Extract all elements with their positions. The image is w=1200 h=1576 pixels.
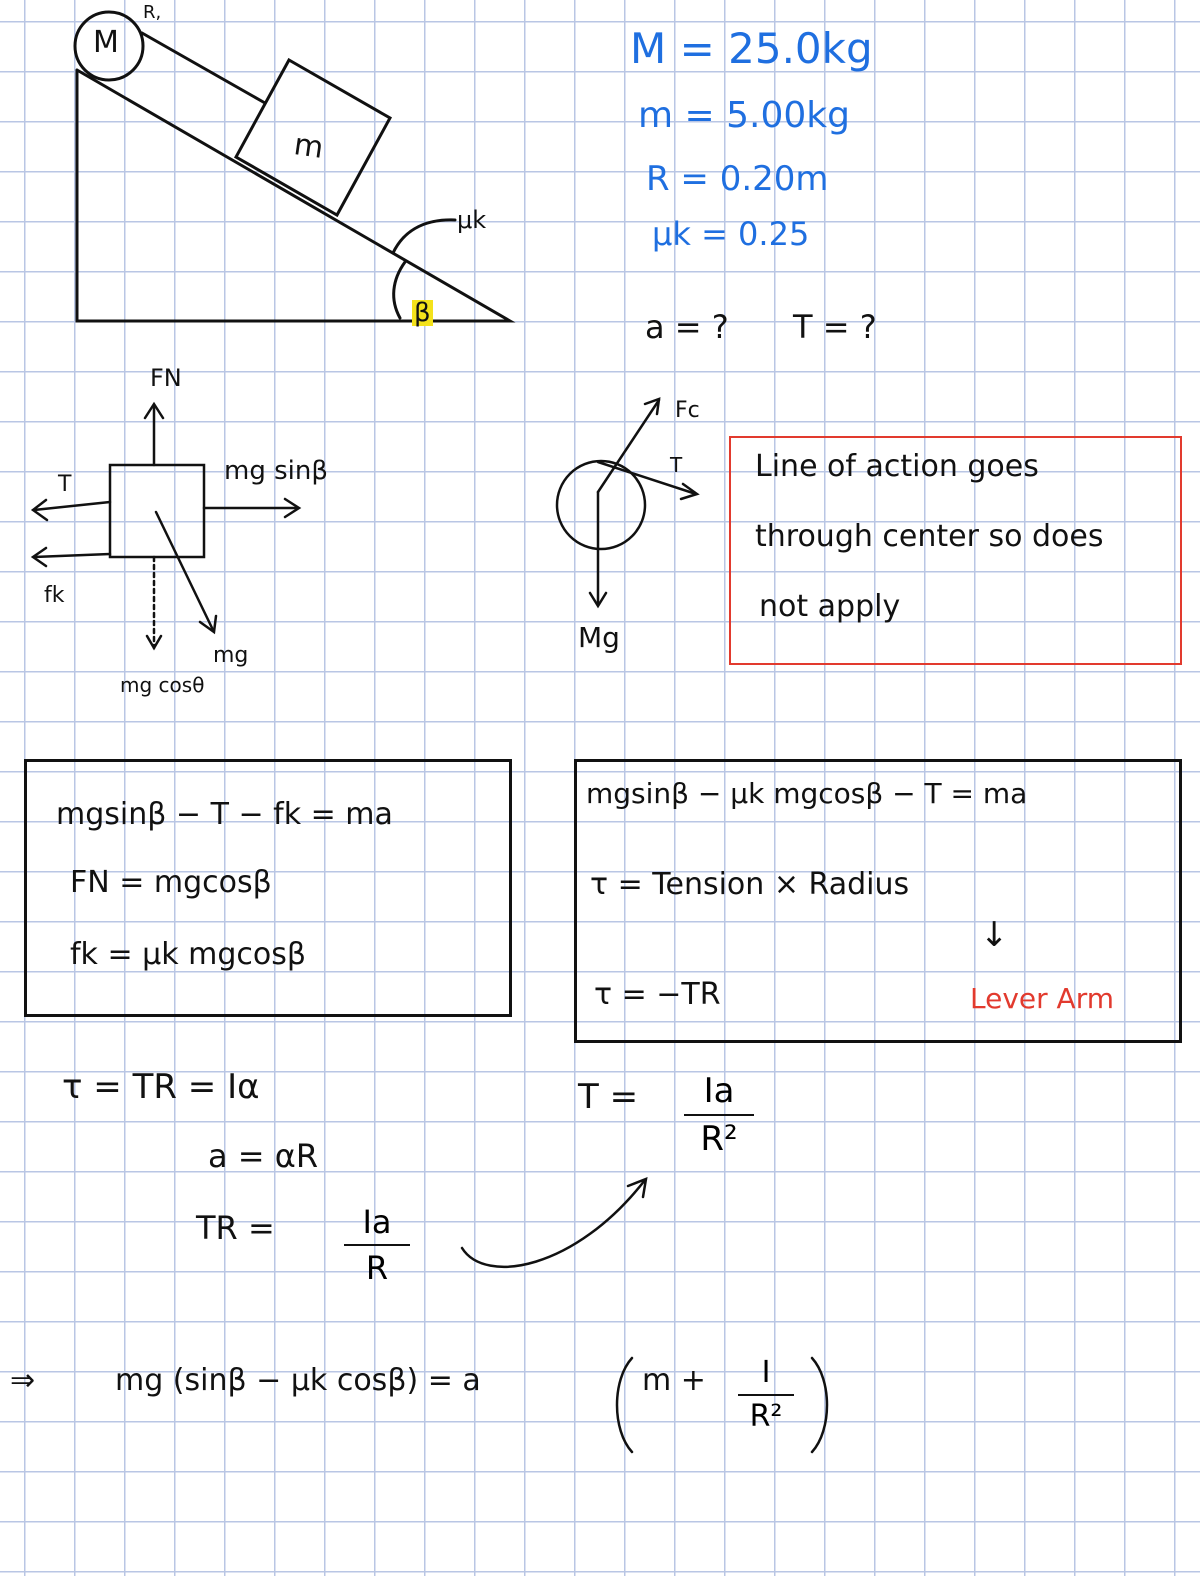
note-line-3: not apply: [759, 589, 901, 624]
unknown-a: a = ?: [645, 308, 729, 346]
tension-fraction-bar: [684, 1114, 754, 1116]
eq-rolling-accel: a = αR: [208, 1137, 319, 1175]
eq-torque-def: τ = Tension × Radius: [590, 867, 910, 902]
final-fraction-bar: [738, 1394, 794, 1396]
friction-arrow: [34, 554, 110, 557]
final-paren-inner: m +: [642, 1363, 706, 1398]
angle-arc: [394, 262, 405, 318]
eq-newton-block: mgsinβ − T − fk = ma: [56, 797, 393, 832]
fbd-weight-label: mg: [213, 643, 249, 668]
fbd-block: [110, 465, 204, 557]
eq-tension-lhs: T =: [578, 1077, 639, 1117]
fbd-tension-label: T: [58, 472, 72, 497]
pulley-label: M: [93, 25, 119, 60]
eq-kinetic-friction: fk = μk mgcosβ: [70, 937, 307, 972]
incline-diagram: [75, 12, 510, 321]
rope-line: [142, 33, 265, 103]
lever-arm-label: Lever Arm: [970, 982, 1114, 1015]
block-label: m: [291, 127, 326, 166]
pulley-contact-label: Fc: [675, 398, 700, 423]
eq-normal-force: FN = mgcosβ: [70, 865, 272, 900]
curved-arrow: [462, 1179, 646, 1267]
tr-fraction-bar: [344, 1244, 410, 1246]
block-fbd: [33, 404, 299, 648]
given-M: M = 25.0kg: [630, 24, 873, 73]
radius-label: R,: [143, 2, 162, 23]
given-mu: μk = 0.25: [652, 215, 810, 253]
pulley-tension-label: T: [670, 453, 683, 477]
note-line-2: through center so does: [755, 519, 1104, 554]
note-line-1: Line of action goes: [755, 449, 1039, 484]
fbd-friction-label: fk: [44, 583, 65, 608]
final-fraction: [738, 1355, 794, 1434]
mu-leader: [393, 220, 455, 253]
unknown-T: T = ?: [793, 308, 877, 346]
tr-denominator: R: [365, 1249, 389, 1287]
given-m: m = 5.00kg: [638, 95, 850, 136]
final-eq-lhs: mg (sinβ − μk cosβ) = a: [115, 1363, 481, 1398]
implies-arrow: ⇒: [10, 1363, 36, 1398]
eq-tr-lhs: TR =: [196, 1209, 275, 1247]
eq-torque-negative: τ = −TR: [594, 977, 721, 1012]
given-R: R = 0.20m: [646, 159, 829, 199]
tension-arrow: [34, 502, 110, 510]
pulley-fbd: [557, 399, 697, 606]
pulley-weight-label: Mg: [578, 621, 620, 654]
final-denominator: R²: [749, 1399, 783, 1434]
fbd-sin-label: mg sinβ: [224, 456, 328, 486]
fbd-normal-label: FN: [150, 364, 182, 392]
fbd-cos-label: mg cosθ: [120, 673, 205, 697]
tr-numerator: Ia: [362, 1203, 392, 1241]
incline-triangle: [77, 70, 510, 321]
down-arrow: ↓: [980, 915, 1009, 955]
tension-denominator: R²: [700, 1119, 738, 1159]
tension-numerator: Ia: [703, 1071, 735, 1111]
final-numerator: I: [761, 1355, 771, 1390]
eq-torque-inertia: τ = TR = Iα: [62, 1067, 260, 1107]
tr-fraction: [344, 1203, 410, 1287]
angle-label: β: [414, 298, 431, 328]
mu-label: μk: [457, 206, 487, 234]
tension-fraction: [684, 1071, 754, 1159]
eq-combined-block: mgsinβ − μk mgcosβ − T = ma: [586, 777, 1028, 810]
